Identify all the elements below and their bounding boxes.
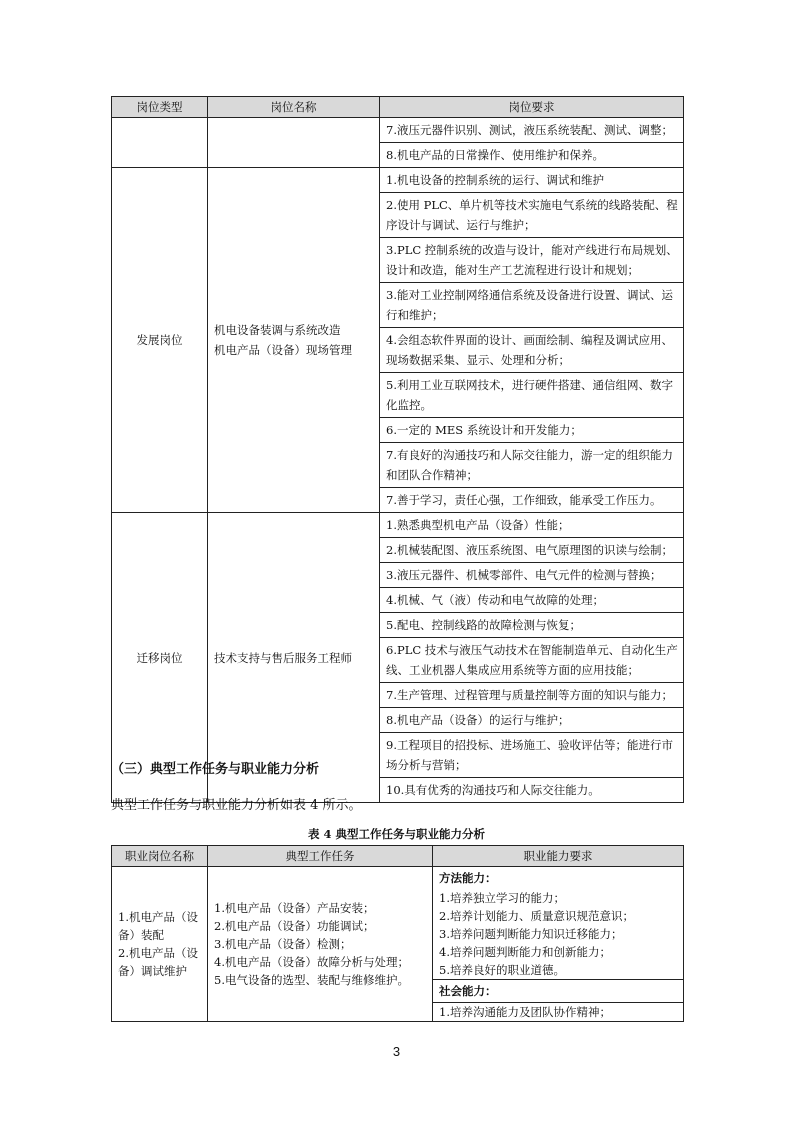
- requirement-item: 7.善于学习，责任心强，工作细致，能承受工作压力。: [380, 487, 683, 512]
- requirement-item: 2.机械装配图、液压系统图、电气原理图的识读与绘制；: [380, 537, 683, 562]
- requirement-item: 6.PLC 技术与液压气动技术在智能制造单元、自动化生产线、工业机器人集成应用系统等方面的应用技能；: [380, 637, 683, 682]
- ability-item: 1.培养独立学习的能力；: [439, 891, 565, 905]
- requirement-item: 10.具有优秀的沟通技巧和人际交往能力。: [380, 777, 683, 802]
- ability-item: 2.培养计划能力、质量意识规范意识；: [439, 909, 634, 923]
- header-ability-requirements: 职业能力要求: [433, 846, 684, 867]
- task-ability-table: [111, 845, 684, 1022]
- requirement-item: 6.一定的 MES 系统设计和开发能力；: [380, 417, 683, 442]
- task-item: 1.机电产品（设备）产品安装；: [214, 901, 375, 915]
- requirement-item: 5.利用工业互联网技术，进行硬件搭建、通信组网、数字化监控。: [380, 372, 683, 417]
- position-cell: [112, 867, 208, 1022]
- table-row-development: [112, 168, 684, 513]
- requirements-cell: [380, 118, 684, 168]
- method-ability-title: 方法能力：: [439, 871, 497, 885]
- requirements-cell: [380, 513, 684, 803]
- header-typical-tasks: 典型工作任务: [208, 846, 433, 867]
- table-header-row: [112, 97, 684, 118]
- requirement-item: 4.会组态软件界面的设计、画面绘制、编程及调试应用、现场数据采集、显示、处理和分析；: [380, 327, 683, 372]
- intro-paragraph: 典型工作任务与职业能力分析如表 4 所示。: [111, 798, 362, 813]
- section-title: （三）典型工作任务与职业能力分析: [111, 762, 320, 777]
- abilities-cell: [433, 867, 684, 1022]
- table-header-row: [112, 846, 684, 867]
- position-item: 2.机电产品（设备）调试维护: [118, 946, 198, 978]
- requirement-item: 7.有良好的沟通技巧和人际交往能力，游一定的组织能力和团队合作精神；: [380, 442, 683, 487]
- requirement-item: 4.机械、气（液）传动和电气故障的处理；: [380, 587, 683, 612]
- ability-item: 3.培养问题判断能力知识迁移能力；: [439, 927, 623, 941]
- job-type-cell: [112, 118, 208, 168]
- requirement-item: 9.工程项目的招投标、进场施工、验收评估等；能进行市场分析与营销；: [380, 732, 683, 777]
- table-row: [112, 867, 684, 1022]
- requirement-item: 3.能对工业控制网络通信系统及设备进行设置、调试、运行和维护；: [380, 282, 683, 327]
- task-item: 4.机电产品（设备）故障分析与处理；: [214, 955, 409, 969]
- task-item: 5.电气设备的选型、装配与维修维护。: [214, 973, 409, 987]
- header-job-requirements: 岗位要求: [380, 97, 684, 118]
- ability-item: 4.培养问题判断能力和创新能力；: [439, 945, 611, 959]
- page-number: 3: [392, 1044, 401, 1059]
- ability-item: 1.培养沟通能力及团队协作精神；: [433, 1002, 683, 1021]
- job-name: 机电产品（设备）现场管理: [214, 343, 352, 357]
- ability-item: 5.培养良好的职业道德。: [439, 963, 565, 977]
- job-name-cell: [208, 118, 380, 168]
- requirement-item: 8.机电产品（设备）的运行与维护；: [380, 707, 683, 732]
- table-row-continuation: [112, 118, 684, 168]
- tasks-cell: [208, 867, 433, 1022]
- job-name-cell: [208, 168, 380, 513]
- requirement-item: 3.液压元器件、机械零部件、电气元件的检测与替换；: [380, 562, 683, 587]
- job-type-cell: 发展岗位: [112, 168, 208, 513]
- requirement-item: 2.使用 PLC、单片机等技术实施电气系统的线路装配、程序设计与调试、运行与维护；: [380, 192, 683, 237]
- requirement-item: 7.生产管理、过程管理与质量控制等方面的知识与能力；: [380, 682, 683, 707]
- requirement-item: 1.熟悉典型机电产品（设备）性能；: [386, 518, 570, 532]
- table-caption: 表 4 典型工作任务与职业能力分析: [307, 827, 485, 841]
- social-ability-title: 社会能力：: [433, 979, 683, 1002]
- requirements-cell: [380, 168, 684, 513]
- requirement-item: 3.PLC 控制系统的改造与设计，能对产线进行布局规划、设计和改造，能对生产工艺流程进行设计和规划；: [380, 237, 683, 282]
- job-type-cell: 迁移岗位: [112, 513, 208, 803]
- position-item: 1.机电产品（设备）装配: [118, 910, 198, 942]
- header-job-name: 岗位名称: [208, 97, 380, 118]
- requirement-item: 8.机电产品的日常操作、使用维护和保养。: [380, 142, 683, 167]
- requirement-item: 1.机电设备的控制系统的运行、调试和维护: [386, 173, 604, 187]
- job-name: 机电设备装调与系统改造: [214, 323, 341, 337]
- task-item: 2.机电产品（设备）功能调试；: [214, 919, 375, 933]
- requirement-item: 7.液压元器件识别、测试，液压系统装配、测试、调整；: [386, 123, 673, 137]
- task-item: 3.机电产品（设备）检测；: [214, 937, 352, 951]
- requirement-item: 5.配电、控制线路的故障检测与恢复；: [380, 612, 683, 637]
- job-requirements-table: [111, 96, 684, 803]
- header-position-name: 职业岗位名称: [112, 846, 208, 867]
- job-name: 技术支持与售后服务工程师: [214, 650, 352, 665]
- header-job-type: 岗位类型: [112, 97, 208, 118]
